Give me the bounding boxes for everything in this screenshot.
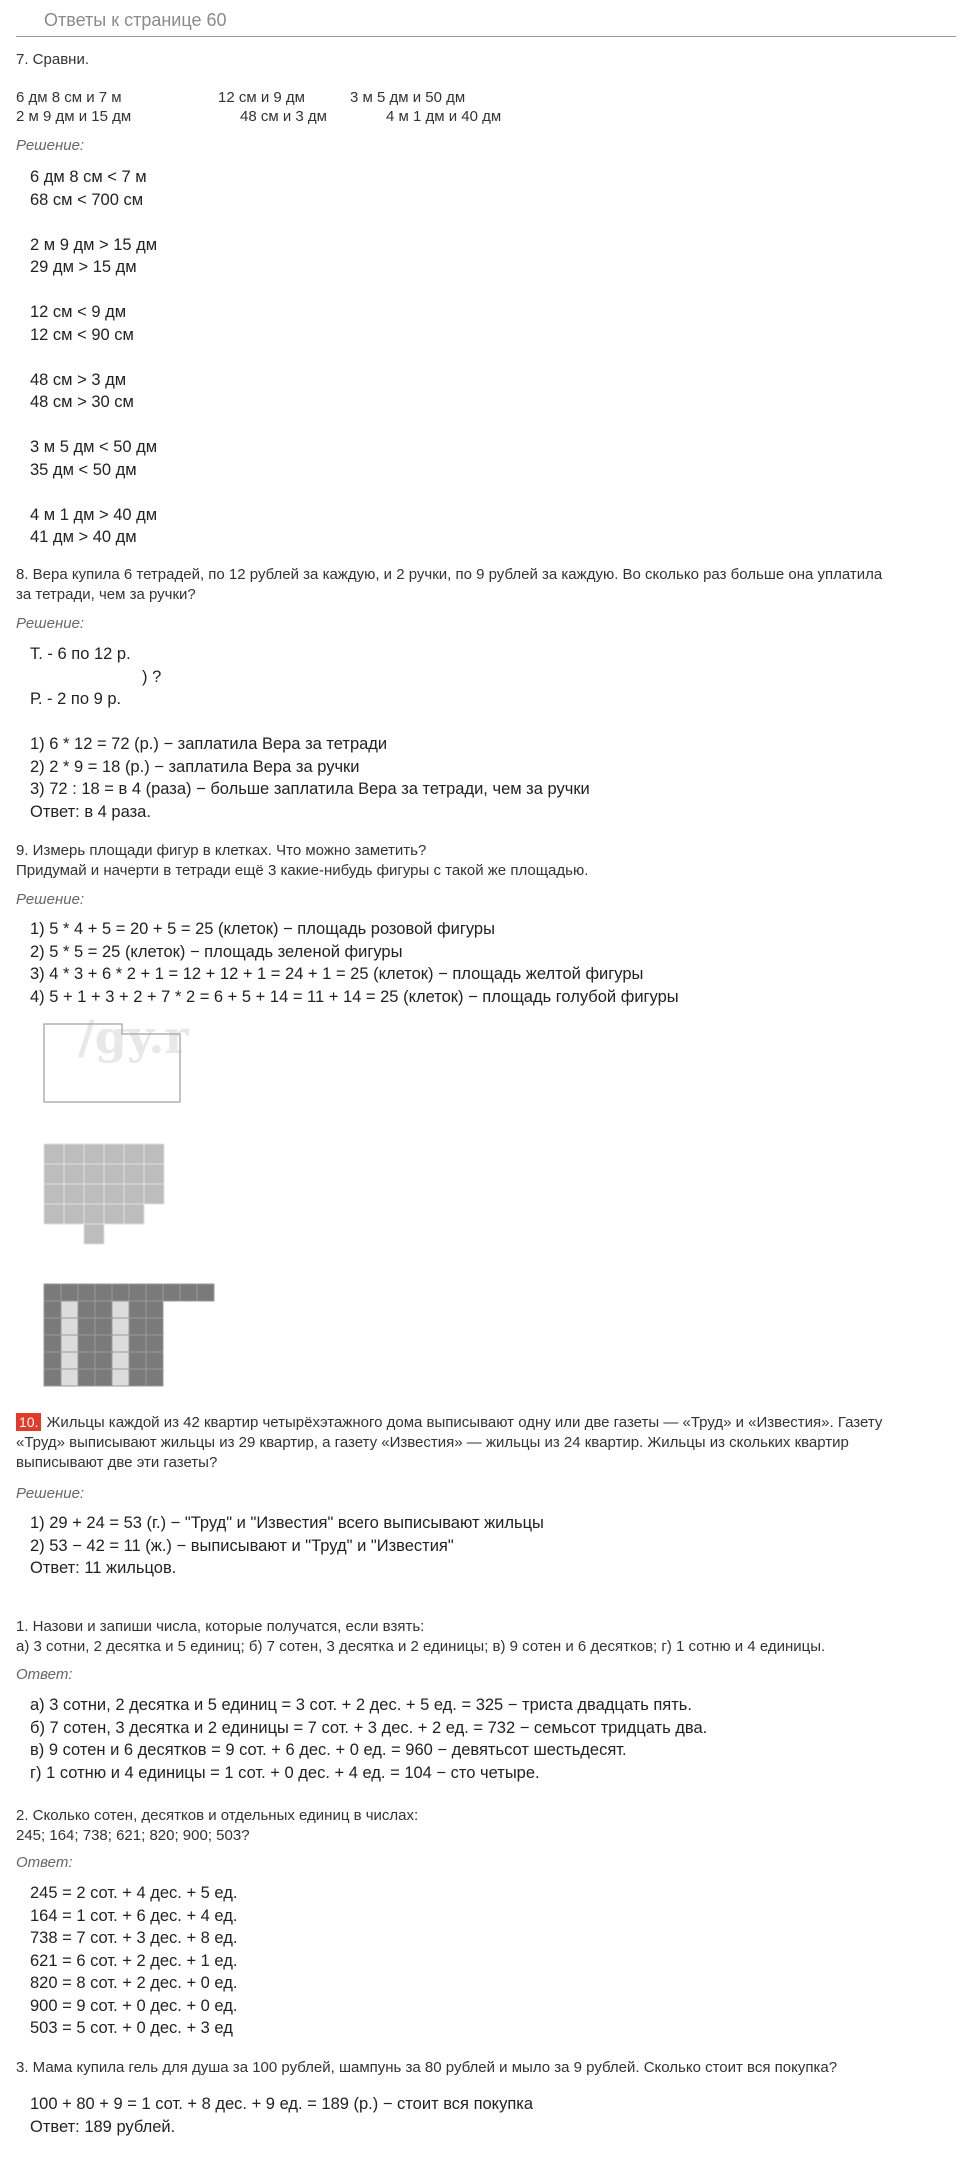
answer-line: а) 3 сотни, 2 десятка и 5 единиц = 3 сот. + 2 дес. + 5 ед. = 325 − триста двадцать пять. [30, 1696, 692, 1714]
grid-cell [84, 1164, 104, 1184]
grid-cell [163, 1284, 180, 1301]
question-line: 8. Вера купила 6 тетрадей, по 12 рублей за каждую, и 2 ручки, по 9 рублей за каждую. Во сколько раз больше она уплатила [16, 566, 883, 583]
compare-item: 3 м 5 дм и 50 дм [350, 89, 466, 106]
compare-item: 4 м 1 дм и 40 дм [386, 108, 502, 125]
question-line: а) 3 сотни, 2 десятка и 5 единиц; б) 7 сотен, 3 десятка и 2 единицы; в) 9 сотен и 6 десятков; г) 1 сотню и 4 единицы. [16, 1638, 826, 1655]
grid-cell [44, 1318, 61, 1335]
task7-col3 [350, 88, 501, 126]
figure-gray-grid [40, 1140, 200, 1250]
grid-cell [95, 1335, 112, 1352]
solution-line: 68 см < 700 см [30, 190, 144, 209]
grid-cell [112, 1335, 129, 1352]
grid-cell [129, 1301, 146, 1318]
grid-cell [129, 1318, 146, 1335]
figure-gray-cells [44, 1144, 164, 1244]
solution-line: 48 см > 30 см [30, 393, 134, 411]
grid-cell [124, 1204, 144, 1224]
answer-line: 820 = 8 сот. + 2 дес. + 0 ед. [30, 1974, 238, 1992]
grid-cell [124, 1144, 144, 1164]
compare-item: 12 см и 9 дм [218, 89, 305, 106]
solution-line: 12 см < 90 см [30, 325, 134, 344]
solution-line: Ответ: в 4 раза. [30, 802, 151, 821]
grid-cell [44, 1284, 61, 1301]
task9-question [16, 841, 588, 881]
question-line: 2. Сколько сотен, десятков и отдельных единиц в числах: [16, 1807, 419, 1824]
grid-cell [112, 1301, 129, 1318]
task7-solution-label: Решение: [16, 137, 85, 154]
grid-cell [44, 1144, 64, 1164]
answer-line: Ответ: 189 рублей. [30, 2117, 176, 2136]
grid-cell [78, 1335, 95, 1352]
solution-line: 12 см < 9 дм [30, 303, 127, 321]
grid-cell [61, 1318, 78, 1335]
question-line: «Труд» выписывают жильцы из 29 квартир, а газету «Известия» — жильцы из 24 квартир. Жильцы из скольких квартир [16, 1434, 849, 1451]
solution-line [30, 481, 157, 504]
task1-answer-label: Ответ: [16, 1666, 73, 1683]
task7-question: 7. Сравни. [16, 51, 89, 68]
grid-cell [61, 1369, 78, 1386]
compare-item: 48 см и 3 дм [240, 108, 327, 125]
grid-cell [146, 1352, 163, 1369]
grid-cell [78, 1352, 95, 1369]
question-line: 245; 164; 738; 621; 820; 900; 503? [16, 1827, 250, 1844]
task3-question: 3. Мама купила гель для душа за 100 рублей, шампунь за 80 рублей и мыло за 9 рублей. Сколько стоит вся покупка? [16, 2059, 838, 2076]
figure-outline-shape [44, 1024, 180, 1102]
grid-cell [129, 1352, 146, 1369]
question-line: 1. Назови и запиши числа, которые получатся, если взять: [16, 1618, 425, 1635]
task8-question [16, 565, 882, 605]
watermark: /gy.r [78, 1010, 189, 1064]
solution-line [30, 211, 157, 234]
page-header [16, 6, 956, 37]
solution-line [30, 346, 157, 369]
page-title: Ответы к странице 60 [44, 10, 227, 30]
figure-dark-grid [40, 1280, 240, 1390]
question-line: 9. Измерь площади фигур в клетках. Что можно заметить? [16, 842, 427, 859]
grid-cell [124, 1164, 144, 1184]
question-line: за тетради, чем за ручки? [16, 586, 196, 603]
answer-line: 900 = 9 сот. + 0 дес. + 0 ед. [30, 1996, 238, 2015]
grid-cell [78, 1369, 95, 1386]
solution-line: 3) 4 * 3 + 6 * 2 + 1 = 12 + 12 + 1 = 24 + 1 = 25 (клеток) − площадь желтой фигуры [30, 965, 644, 983]
grid-cell [95, 1369, 112, 1386]
grid-cell [146, 1284, 163, 1301]
answer-line: 164 = 1 сот. + 6 дес. + 4 ед. [30, 1906, 238, 1925]
compare-item: 2 м 9 дм и 15 дм [16, 108, 132, 125]
grid-cell [84, 1204, 104, 1224]
solution-line: 2) 5 * 5 = 25 (клеток) − площадь зеленой фигуры [30, 942, 403, 961]
grid-cell [144, 1184, 164, 1204]
grid-cell [112, 1369, 129, 1386]
grid-cell [44, 1335, 61, 1352]
grid-cell [146, 1318, 163, 1335]
task3-answer [30, 2093, 533, 2138]
grid-cell [124, 1184, 144, 1204]
solution-line: 3 м 5 дм < 50 дм [30, 438, 158, 456]
grid-cell [61, 1352, 78, 1369]
answer-line: г) 1 сотню и 4 единицы = 1 сот. + 0 дес. + 4 ед. = 104 − сто четыре. [30, 1763, 540, 1782]
grid-cell [144, 1144, 164, 1164]
grid-cell [146, 1301, 163, 1318]
solution-line: 6 дм 8 см < 7 м [30, 168, 147, 186]
question-line: 10. Жильцы каждой из 42 квартир четырёхэтажного дома выписывают одну или две газеты — «Труд» и «Известия». Газету [16, 1413, 882, 1433]
grid-cell [84, 1184, 104, 1204]
grid-cell [44, 1164, 64, 1184]
grid-cell [84, 1144, 104, 1164]
grid-cell [146, 1335, 163, 1352]
task2-question [16, 1806, 418, 1846]
grid-cell [129, 1335, 146, 1352]
brief-line: Р. - 2 по 9 р. [30, 690, 122, 708]
task7-col1 [16, 88, 131, 126]
brief-bracket: ) ? [142, 667, 162, 686]
answer-line: б) 7 сотен, 3 десятка и 2 единицы = 7 сот. + 3 дес. + 2 ед. = 732 − семьсот тридцать два. [30, 1718, 708, 1737]
task1-answer [30, 1694, 707, 1784]
grid-cell [64, 1204, 84, 1224]
grid-cell [44, 1352, 61, 1369]
grid-cell [112, 1284, 129, 1301]
grid-cell [78, 1284, 95, 1301]
solution-line: 3) 72 : 18 = в 4 (раза) − больше заплатила Вера за тетради, чем за ручки [30, 780, 590, 798]
grid-cell [61, 1335, 78, 1352]
solution-line: 4 м 1 дм > 40 дм [30, 505, 158, 524]
solution-line: 4) 5 + 1 + 3 + 2 + 7 * 2 = 6 + 5 + 14 = 11 + 14 = 25 (клеток) − площадь голубой фигуры [30, 987, 679, 1006]
solution-line: 48 см > 3 дм [30, 370, 127, 389]
grid-cell [64, 1184, 84, 1204]
grid-cell [104, 1204, 124, 1224]
task10-question [16, 1413, 882, 1473]
grid-cell [44, 1301, 61, 1318]
task1-question [16, 1617, 825, 1657]
grid-cell [95, 1301, 112, 1318]
answer-line: 245 = 2 сот. + 4 дес. + 5 ед. [30, 1884, 238, 1902]
brief-line: Т. - 6 по 12 р. [30, 645, 131, 663]
compare-item: 6 дм 8 см и 7 м [16, 89, 122, 106]
solution-line: 1) 5 * 4 + 5 = 20 + 5 = 25 (клеток) − площадь розовой фигуры [30, 920, 495, 938]
answer-line: 738 = 7 сот. + 3 дес. + 8 ед. [30, 1929, 238, 1947]
answer-line: 100 + 80 + 9 = 1 сот. + 8 дес. + 9 ед. = 189 (р.) − стоит вся покупка [30, 2095, 534, 2113]
grid-cell [78, 1318, 95, 1335]
grid-cell [44, 1184, 64, 1204]
solution-line: 2 м 9 дм > 15 дм [30, 235, 158, 254]
solution-line: 29 дм > 15 дм [30, 258, 137, 276]
grid-cell [44, 1369, 61, 1386]
grid-cell [84, 1224, 104, 1244]
task9-solution-label: Решение: [16, 891, 85, 908]
grid-cell [197, 1284, 214, 1301]
solution-line: 35 дм < 50 дм [30, 460, 137, 479]
figure-dark-cells [44, 1284, 214, 1386]
task-number-badge: 10. [16, 1413, 41, 1431]
grid-cell [64, 1164, 84, 1184]
solution-line: 41 дм > 40 дм [30, 528, 137, 546]
grid-cell [104, 1184, 124, 1204]
task8-solution [30, 733, 590, 823]
grid-cell [146, 1369, 163, 1386]
grid-cell [64, 1144, 84, 1164]
answer-line: 503 = 5 сот. + 0 дес. + 3 ед [30, 2019, 233, 2037]
grid-cell [78, 1301, 95, 1318]
grid-cell [95, 1284, 112, 1301]
grid-cell [104, 1144, 124, 1164]
answer-line: 621 = 6 сот. + 2 дес. + 1 ед. [30, 1951, 238, 1970]
solution-line: Ответ: 11 жильцов. [30, 1559, 177, 1577]
grid-cell [95, 1318, 112, 1335]
task10-solution [30, 1512, 544, 1580]
grid-cell [104, 1164, 124, 1184]
grid-cell [144, 1164, 164, 1184]
solution-line [30, 414, 157, 437]
grid-cell [61, 1284, 78, 1301]
task9-solution [30, 918, 679, 1008]
task2-answer-label: Ответ: [16, 1854, 73, 1871]
grid-cell [61, 1301, 78, 1318]
grid-cell [95, 1352, 112, 1369]
task7-col2 [218, 88, 327, 126]
grid-cell [44, 1204, 64, 1224]
solution-line: 1) 29 + 24 = 53 (г.) − "Труд" и "Известия" всего выписывают жильцы [30, 1514, 544, 1532]
answer-line: в) 9 сотен и 6 десятков = 9 сот. + 6 дес. + 0 ед. = 960 − девятьсот шестьдесят. [30, 1741, 627, 1759]
task8-brief [30, 643, 161, 711]
solution-line: 2) 53 − 42 = 11 (ж.) − выписывают и "Труд" и "Известия" [30, 1536, 454, 1555]
solution-line: 1) 6 * 12 = 72 (р.) − заплатила Вера за тетради [30, 735, 388, 753]
figure-outline [40, 1020, 190, 1110]
grid-cell [112, 1318, 129, 1335]
task10-solution-label: Решение: [16, 1485, 85, 1502]
grid-cell [180, 1284, 197, 1301]
grid-cell [129, 1369, 146, 1386]
grid-cell [112, 1352, 129, 1369]
question-line: выписывают две эти газеты? [16, 1454, 218, 1471]
grid-cell [129, 1284, 146, 1301]
task2-answer [30, 1882, 237, 2040]
solution-line: 2) 2 * 9 = 18 (р.) − заплатила Вера за ручки [30, 757, 360, 776]
solution-line [30, 279, 157, 302]
task8-solution-label: Решение: [16, 615, 85, 632]
question-line: Придумай и начерти в тетради ещё 3 какие-нибудь фигуры с такой же площадью. [16, 862, 589, 879]
task7-solution [30, 166, 157, 549]
